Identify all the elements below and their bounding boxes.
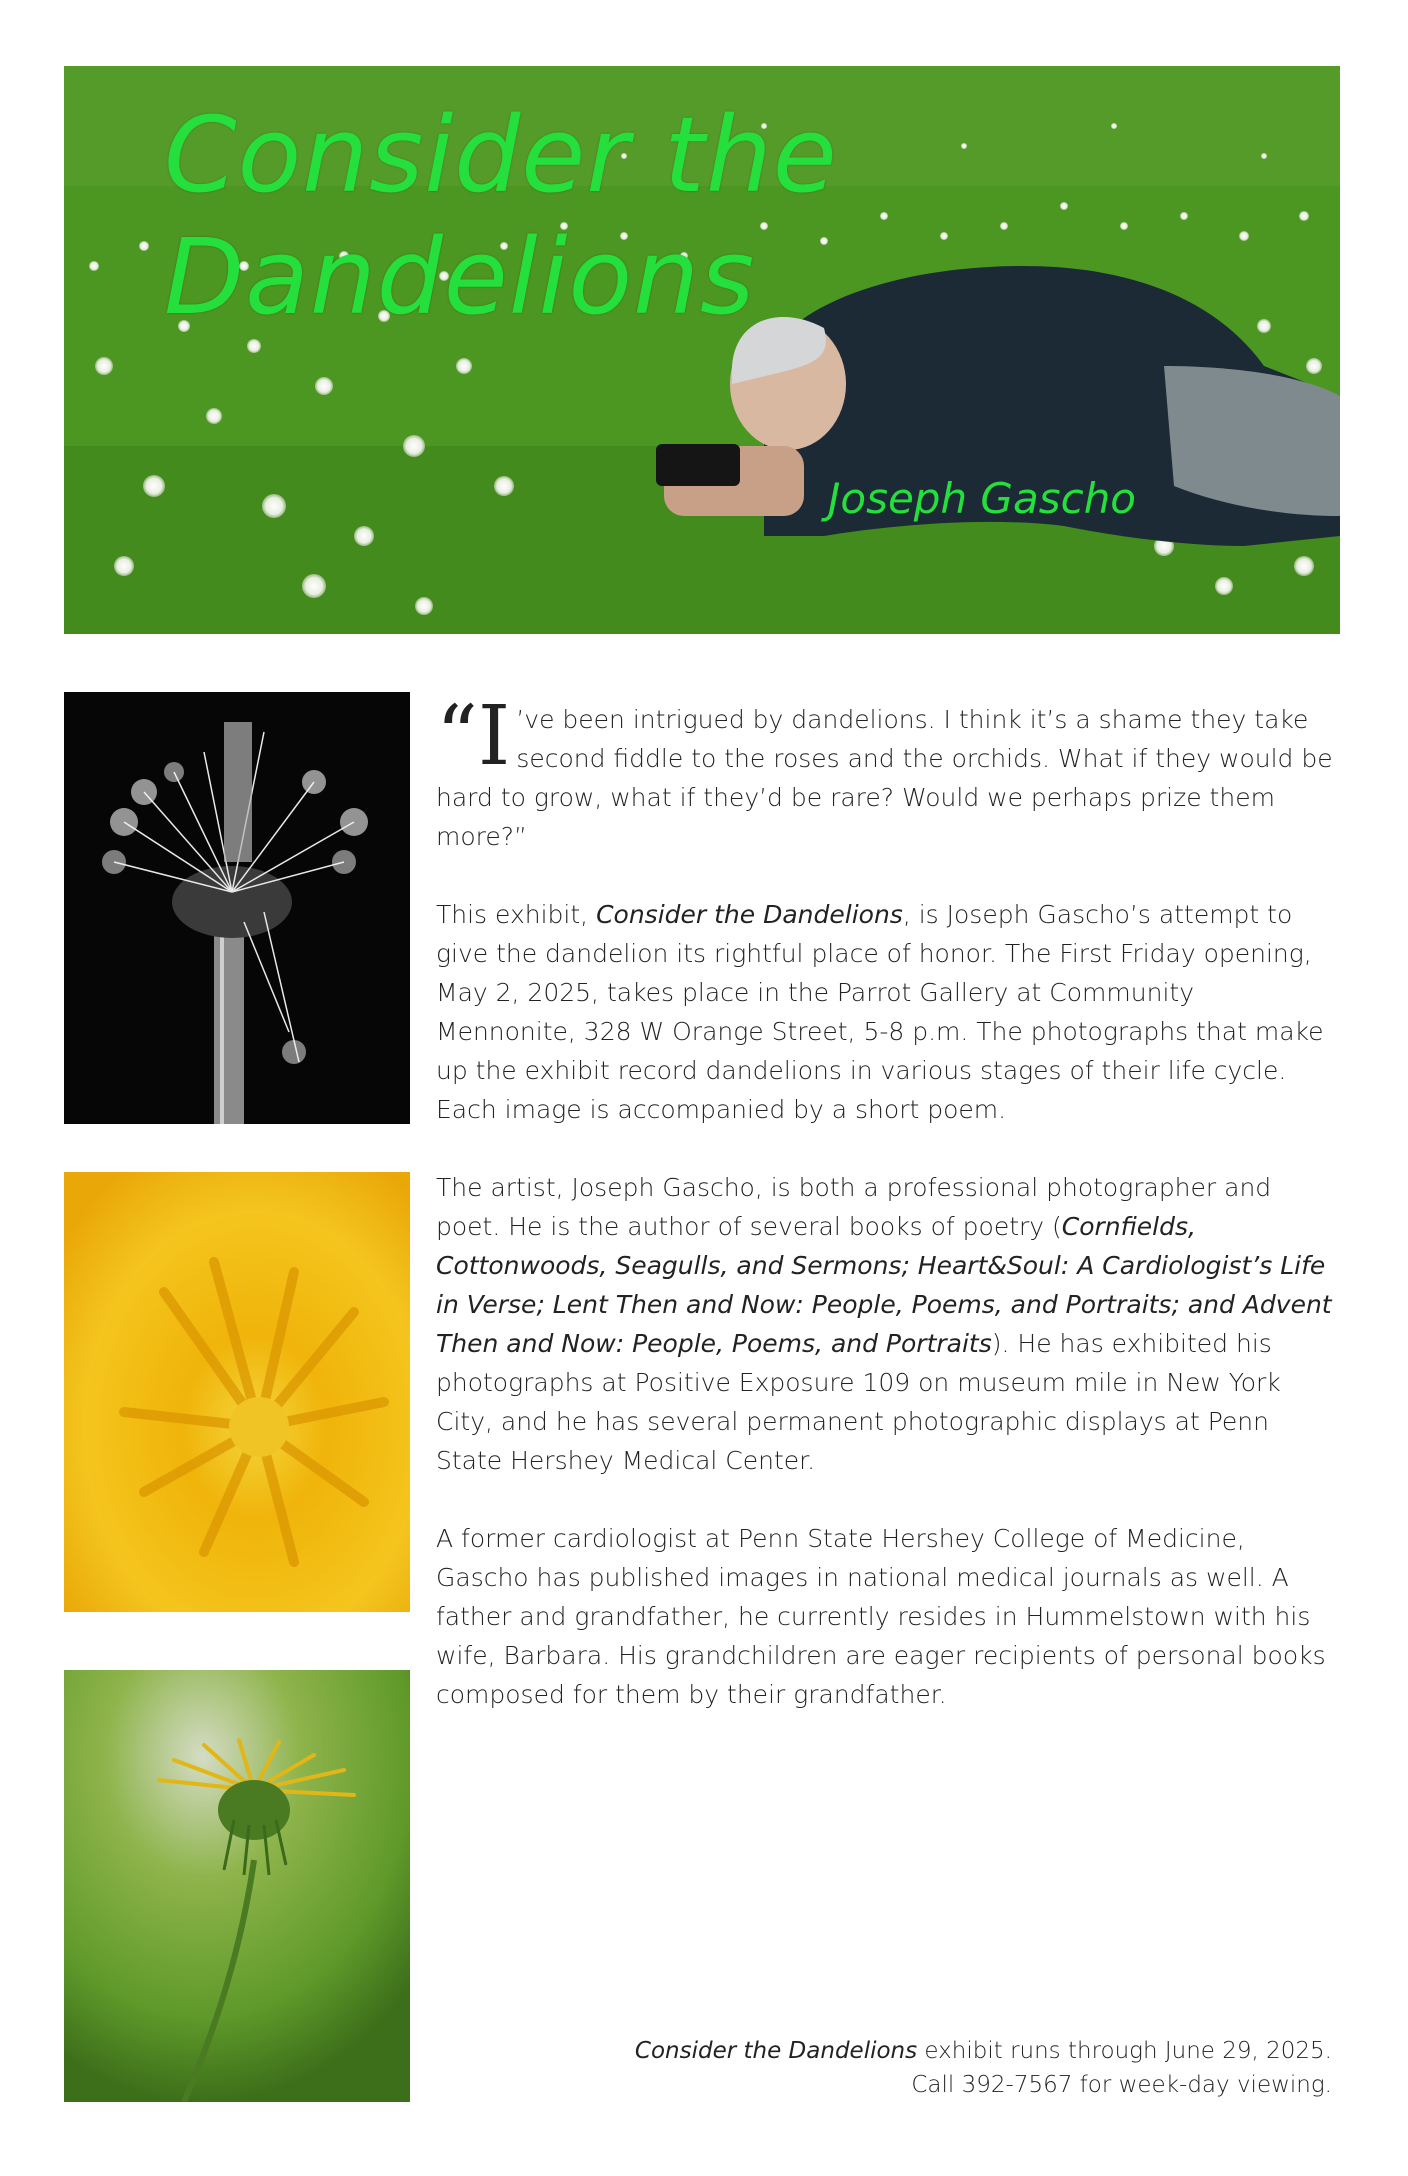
book-titles: Cornfields, Cottonwoods, Seagulls, and Sermons; Heart&Soul: A Cardiologist’s Life in Verse; Lent Then and Now: People, Poems, and Portraits; and Advent Then and Now: People, Poems, and Portraits [436, 1212, 1332, 1358]
artist-paragraph: The artist, Joseph Gascho, is both a professional photographer and poet. He is the author of several books of poetry (Cornfields, Cottonwoods, Seagulls, and Sermons; Heart&Soul: A Cardiologist’s Life in Verse; Lent Then and Now: People, Poems, and Portraits; and Advent Then and Now: People, Poems, and Portraits). He has exhibited his photographs at Positive Exposure 109 on museum mile in New York City, and he has several permanent photographic displays at Penn State Hershey Medical Center. [436, 1173, 1332, 1475]
exhibit-paragraph: This exhibit, Consider the Dandelions, is Joseph Gascho’s attempt to give the dandelion its rightful place of honor. The First Friday opening, May 2, 2025, takes place in the Parrot Gallery at Community Mennonite, 328 W Orange Street, 5-8 p.m. The photographs that make up the exhibit record dandelions in various stages of their life cycle. Each image is accompanied by a short poem. [436, 900, 1324, 1124]
hero-artist-name: Joseph Gascho [828, 474, 1137, 523]
article-body [436, 689, 1340, 1753]
bio-paragraph: A former cardiologist at Penn State Hershey College of Medicine, Gascho has published images in national medical journals as well. A father and grandfather, he currently resides in Hummelstown with his wife, Barbara. His grandchildren are eager recipients of personal books composed for them by their grandfather. [436, 1524, 1326, 1709]
exhibit-title-italic: Consider the Dandelions [596, 900, 903, 929]
hero-title: Consider the Dandelions [164, 94, 838, 338]
viewing-phone: Call 392-7567 for week-day viewing. [911, 2072, 1332, 2098]
photo-dandelion-stem [64, 1670, 410, 2102]
hero-banner [64, 66, 1340, 634]
artist-quote: “I ’ve been intrigued by dandelions. I think it’s a shame they take second fiddle to the roses and the orchids. What if they would be hard to grow, what if they’d be rare? Would we perhaps prize them more?” [436, 689, 1333, 851]
drop-cap: “I [436, 689, 511, 784]
photo-yellow-bloom [64, 1172, 410, 1612]
footer-note [635, 2034, 1332, 2102]
photo-seedhead [64, 692, 410, 1124]
exhibit-dates: Consider the Dandelions exhibit runs through June 29, 2025. [634, 2038, 1332, 2064]
